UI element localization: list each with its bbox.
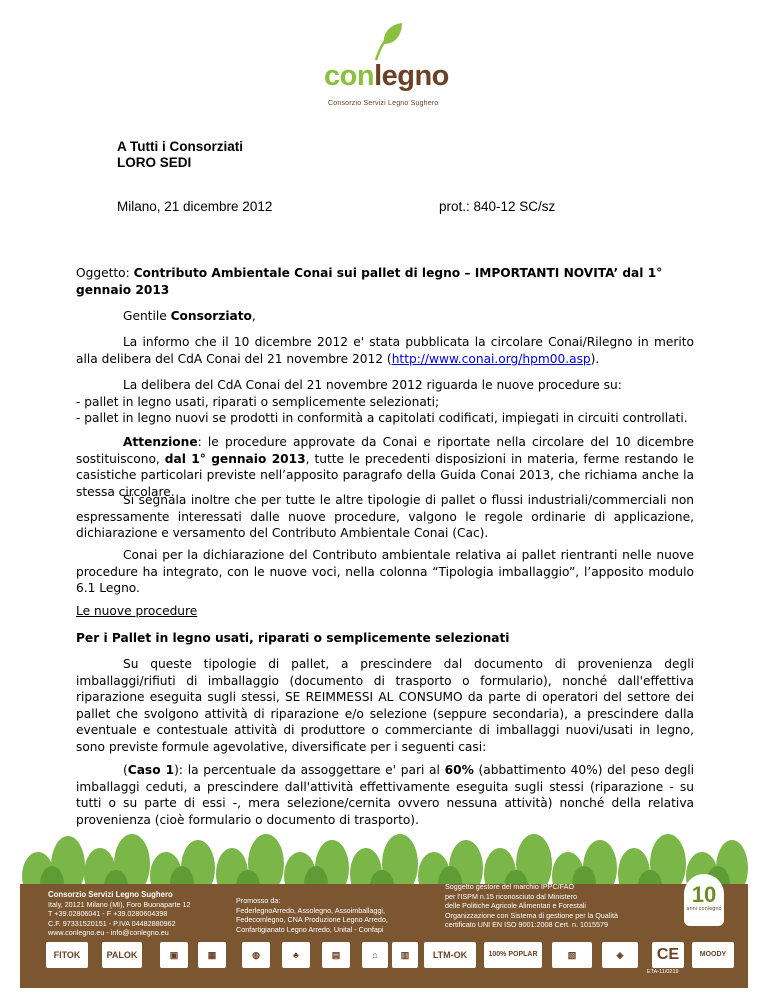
ce-mark-logo: CE bbox=[652, 942, 684, 968]
logo-subtitle: Consorzio Servizi Legno Sughero bbox=[328, 100, 439, 107]
letter-date: Milano, 21 dicembre 2012 bbox=[117, 199, 273, 214]
footer bbox=[0, 834, 768, 994]
poplar-logo: 100% POPLAR bbox=[484, 942, 542, 968]
paragraph-1: La informo che il 10 dicembre 2012 e' stata pubblicata la circolare Conai/Rilegno in merito alla delibera del CdA Conai del 21 novembre 2012 (http://www.conai.org/hpm00.asp). bbox=[76, 335, 694, 366]
salutation: Gentile Consorziato, bbox=[123, 309, 256, 323]
addressee-line2: LORO SEDI bbox=[117, 155, 192, 170]
protocol-number: prot.: 840-12 SC/sz bbox=[439, 199, 556, 214]
footer-logo-strip bbox=[20, 938, 748, 984]
conai-link[interactable]: http://www.conai.org/hpm00.asp bbox=[391, 351, 591, 366]
paragraph-attention: Attenzione: le procedure approvate da Conai e riportate nella circolare del 10 dicembre sostituiscono, dal 1° gennaio 2013, tutte le precedenti disposizioni in materia, ferme restando le casistiche particolari previste nell’apposito paragrafo della Guida Conai 2013, che richiama anche la stessa circolare. bbox=[76, 435, 695, 499]
palok-logo: PALOK bbox=[102, 942, 142, 968]
addressee-block bbox=[117, 139, 243, 171]
paragraph-4: Si segnala inoltre che per tutte le altre tipologie di pallet o flussi industriali/commerciali non espressamente interessati dalle nuove procedure, valgono le regole ordinarie di applicazione, dichiarazione e versamento del Contributo Ambientale Conai (Cac). bbox=[76, 493, 694, 541]
subject-line bbox=[76, 265, 694, 298]
box-icon-1: ▣ bbox=[160, 942, 188, 968]
subject-text: Contributo Ambientale Conai sui pallet di legno – IMPORTANTI NOVITA’ dal 1° gennaio 2013 bbox=[76, 266, 663, 297]
paragraph-2: La delibera del CdA Conai del 21 novembre 2012 riguarda le nuove procedure su: - pallet in legno usati, riparati o semplicemente selezionati; - pallet in legno nuovi se prodotti in conformità a capitolati codificati, impiegati in circuiti controllati. bbox=[76, 378, 688, 426]
subject-label: Oggetto: bbox=[76, 266, 130, 280]
paragraph-6: Su queste tipologie di pallet, a prescindere dal documento di provenienza degli imballaggi/rifiuti di imballaggio (documento di trasporto o formulario), nonché dall'effettiva riparazione eseguita sugli stessi, SE REIMMESSI AL CONSUMO da parte di operatori del settore dei pallet che svolgono attività di riparazione e/o selezione (seppure secondaria), a prescindere dalla eventuale e contestuale attività di produttore o commerciante di imballaggi nuovi/usati in legno, sono previste formule agevolative, diversificate per i seguenti casi: bbox=[76, 657, 694, 754]
section-subtitle: Per i Pallet in legno usati, riparati o semplicemente selezionati bbox=[76, 631, 510, 645]
ltm-ok-logo: LTM-OK bbox=[424, 942, 476, 968]
paragraph-5: Conai per la dichiarazione del Contributo ambientale relativa ai pallet rientranti nelle nuove procedure ha integrato, con le nuove voci, nella colonna “Tipologia imballaggio”, l’apposito modulo 6.1 Legno. bbox=[76, 548, 694, 596]
footer-promoters: Promosso da: FederlegnoArredo, Assolegno, Assoimballaggi, Fedecomlegno, CNA Produzione Legno Arredo, Confartigianato Legno Arredo, Unital - Confapi bbox=[236, 896, 388, 934]
wood-icon: ▧ bbox=[552, 942, 592, 968]
pallet-icon: ▤ bbox=[322, 942, 350, 968]
anniversary-badge: 10 anni conlegno bbox=[684, 874, 724, 926]
logo-wordmark: conlegno bbox=[324, 60, 449, 92]
leaf-icon bbox=[370, 22, 404, 62]
box-icon-2: ▦ bbox=[198, 942, 226, 968]
cube-icon: ◈ bbox=[602, 942, 638, 968]
footer-company-info: Consorzio Servizi Legno Sughero Italy, 20121 Milano (MI), Foro Buonaparte 12 T +39.02806041 - F +39.0280604398 C.F. 97331520151 - P.IVA 04482880962 www.conlegno.eu - info@conlegno.eu bbox=[48, 890, 191, 937]
fitok-logo: FITOK bbox=[46, 942, 88, 968]
house-icon: ⌂ bbox=[362, 942, 388, 968]
moody-logo: MOODY bbox=[692, 942, 734, 968]
footer-certifications: Soggetto gestore del marchio IPPC/FAO per l'ISPM n.15 riconosciuto dal Ministero delle Politiche Agricole Alimentari e Forestali Organizzazione con Sistema di gestione per la Qualità certificato UNI EN ISO 9001:2008 Cert. n. 1015579 bbox=[445, 882, 618, 929]
tree-icon: ♣ bbox=[282, 942, 310, 968]
ce-code: ETA-11/0219 bbox=[647, 969, 679, 975]
legno-icon: ◍ bbox=[242, 942, 270, 968]
paragraph-case-1: (Caso 1): la percentuale da assoggettare e' pari al 60% (abbattimento 40%) del peso degli imballaggi ceduti, a prescindere dall'attività effettivamente eseguita sugli stessi (riparazione - su tutti o su parte di essi -, mera selezione/cernita ovvero nessuna attività) nonché della relativa provenienza (cioè formulario o documento di trasporto). bbox=[76, 763, 694, 827]
conlegno-logo bbox=[318, 22, 458, 107]
crate-icon: ▥ bbox=[392, 942, 418, 968]
section-title: Le nuove procedure bbox=[76, 604, 198, 618]
addressee-line1: A Tutti i Consorziati bbox=[117, 139, 243, 154]
